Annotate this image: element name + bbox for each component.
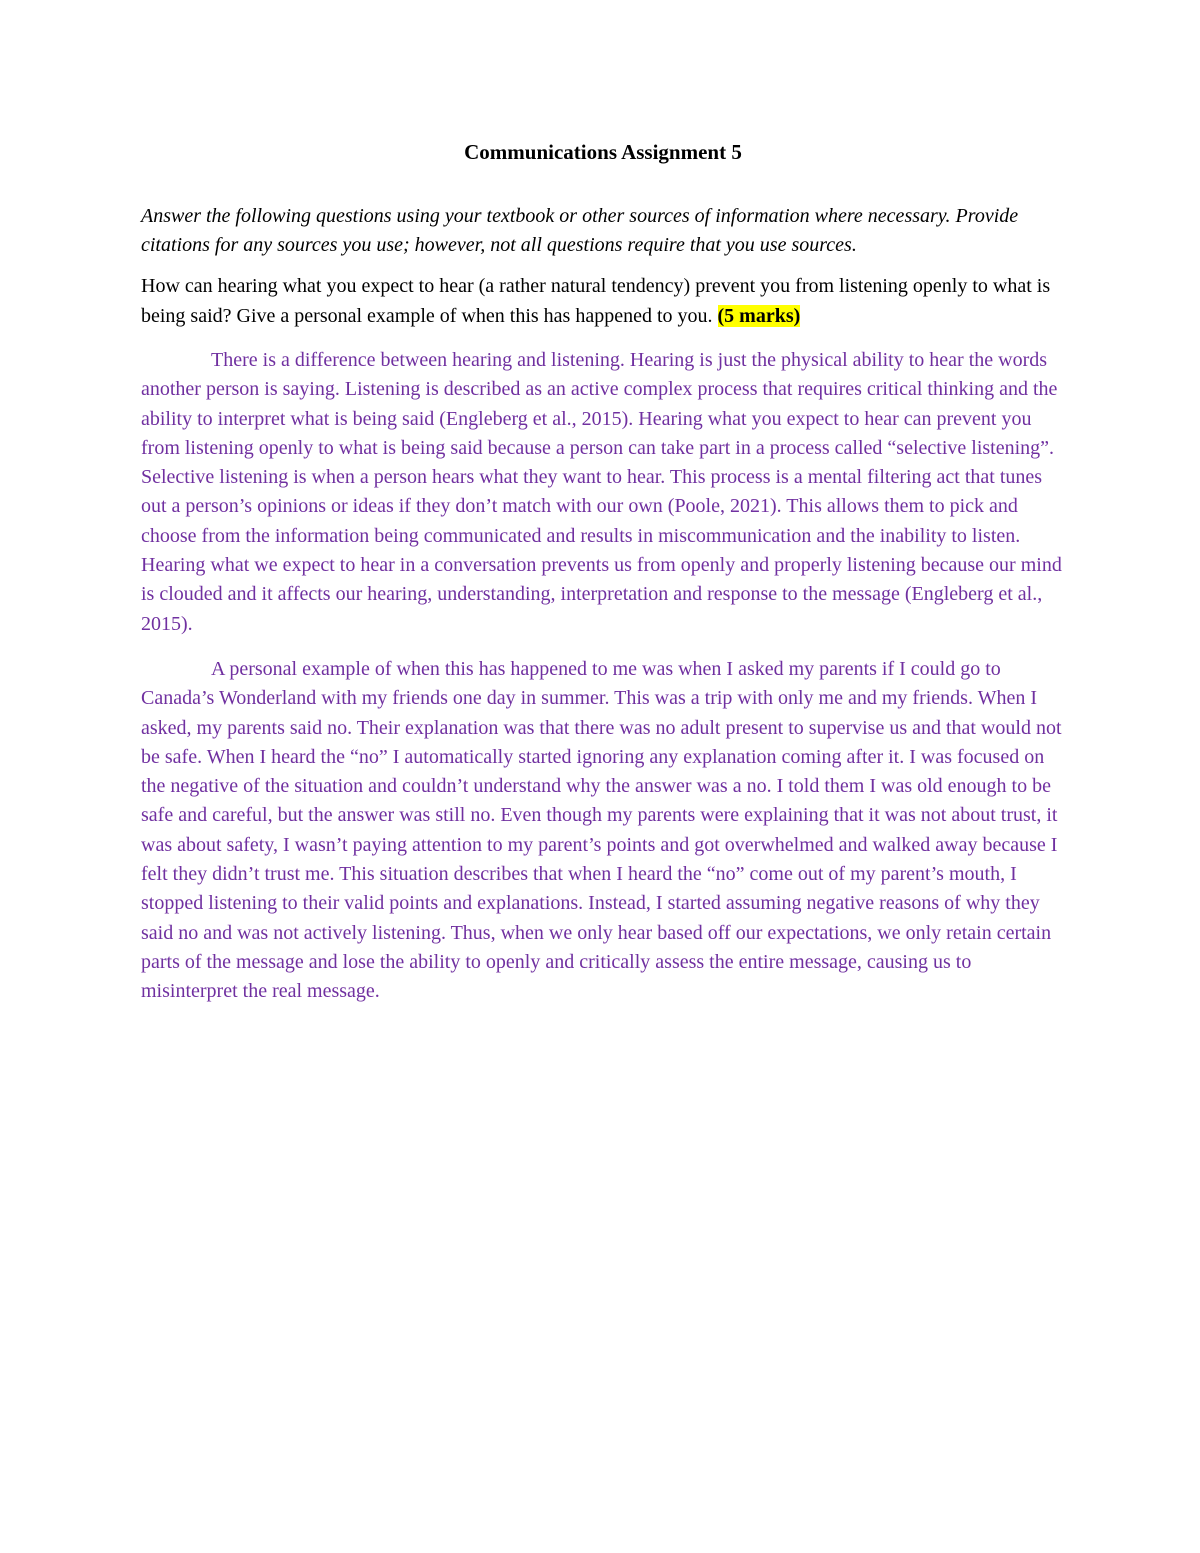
page-title: Communications Assignment 5 <box>464 140 742 164</box>
question-text: How can hearing what you expect to hear (a rather natural tendency) prevent you from listening openly to what is being said? Give a personal example of when this has happened to you. <box>141 275 1051 327</box>
question-marks-highlight: (5 marks) <box>717 304 801 327</box>
document-body <box>141 138 1065 1023</box>
answer-paragraph-1: There is a difference between hearing and listening. Hearing is just the physical ability to hear the words another person is saying. Listening is described as an active complex process that requires critical thinking and the ability to interpret what is being said (Engleberg et al., 2015). Hearing what you expect to hear can prevent you from listening openly to what is being said because a person can take part in a process called “selective listening”. Selective listening is when a person hears what they want to hear. This process is a mental filtering act that tunes out a person’s opinions or ideas if they don’t match with our own (Poole, 2021). This allows them to pick and choose from the information being communicated and results in miscommunication and the inability to listen. Hearing what we expect to hear in a conversation prevents us from openly and properly listening because our mind is clouded and it affects our hearing, understanding, interpretation and response to the message (Engleberg et al., 2015). <box>141 349 1062 635</box>
answer-paragraph-2: A personal example of when this has happened to me was when I asked my parents if I could go to Canada’s Wonderland with my friends one day in summer. This was a trip with only me and my friends. When I asked, my parents said no. Their explanation was that there was no adult present to supervise us and that would not be safe. When I heard the “no” I automatically started ignoring any explanation coming after it. I was focused on the negative of the situation and couldn’t understand why the answer was a no. I told them I was old enough to be safe and careful, but the answer was still no. Even though my parents were explaining that it was not about trust, it was about safety, I wasn’t paying attention to my parent’s points and got overwhelmed and walked away because I felt they didn’t trust me. This situation describes that when I heard the “no” come out of my parent’s mouth, I stopped listening to their valid points and explanations. Instead, I started assuming negative reasons of why they said no and was not actively listening. Thus, when we only hear based off our expectations, we only retain certain parts of the message and lose the ability to openly and critically assess the entire message, causing us to misinterpret the real message. <box>141 657 1062 1003</box>
question-prompt <box>141 272 1065 331</box>
assignment-instructions: Answer the following questions using your textbook or other sources of information where necessary. Provide citations for any sources you use; however, not all questions require that you use sources. <box>141 205 1019 256</box>
